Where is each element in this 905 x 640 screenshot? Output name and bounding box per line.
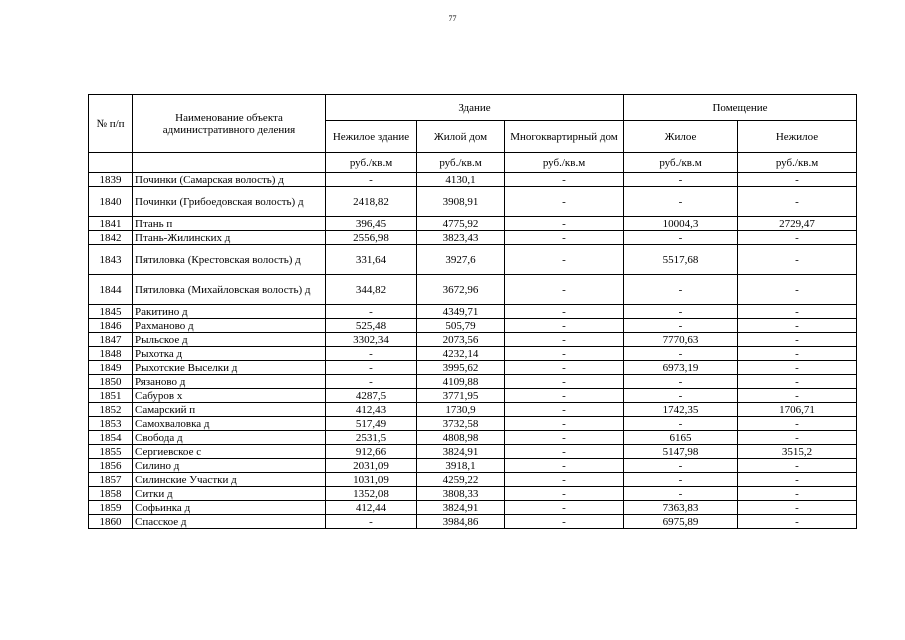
cell-nonresidential-premises: 3515,2 (738, 445, 857, 459)
cell-nonresidential-premises: - (738, 473, 857, 487)
header-unit: руб./кв.м (417, 153, 505, 173)
cell-nonresidential-building: - (326, 173, 417, 187)
cell-nonresidential-premises: - (738, 173, 857, 187)
header-apartment-building: Многоквартирный дом (505, 121, 624, 153)
cell-nonresidential-building: 4287,5 (326, 389, 417, 403)
row-number: 1845 (89, 305, 133, 319)
cell-apartment-building: - (505, 333, 624, 347)
row-name: Силино д (133, 459, 326, 473)
cell-nonresidential-premises: - (738, 187, 857, 217)
header-unit-empty-name (133, 153, 326, 173)
row-number: 1858 (89, 487, 133, 501)
cell-nonresidential-building: 525,48 (326, 319, 417, 333)
cell-residential-house: 3984,86 (417, 515, 505, 529)
cell-residential-house: 505,79 (417, 319, 505, 333)
cell-nonresidential-building: - (326, 515, 417, 529)
price-table (88, 94, 857, 529)
cell-residential-house: 4259,22 (417, 473, 505, 487)
cell-residential-house: 4808,98 (417, 431, 505, 445)
row-name: Ситки д (133, 487, 326, 501)
cell-residential-premises: 5517,68 (624, 245, 738, 275)
table-row (89, 305, 857, 319)
table-row (89, 333, 857, 347)
cell-nonresidential-building: 2031,09 (326, 459, 417, 473)
table-row (89, 375, 857, 389)
cell-nonresidential-premises: - (738, 275, 857, 305)
row-name: Рыльское д (133, 333, 326, 347)
cell-apartment-building: - (505, 275, 624, 305)
cell-nonresidential-premises: - (738, 245, 857, 275)
cell-apartment-building: - (505, 417, 624, 431)
cell-nonresidential-premises: - (738, 305, 857, 319)
cell-nonresidential-building: 412,43 (326, 403, 417, 417)
table-row (89, 361, 857, 375)
row-number: 1839 (89, 173, 133, 187)
cell-apartment-building: - (505, 515, 624, 529)
header-unit: руб./кв.м (624, 153, 738, 173)
table-row (89, 217, 857, 231)
row-number: 1851 (89, 389, 133, 403)
row-name: Спасское д (133, 515, 326, 529)
cell-nonresidential-building: 1352,08 (326, 487, 417, 501)
cell-residential-house: 3927,6 (417, 245, 505, 275)
cell-residential-premises: - (624, 319, 738, 333)
row-number: 1859 (89, 501, 133, 515)
cell-nonresidential-premises: - (738, 347, 857, 361)
header-name: Наименование объекта административного деления (133, 95, 326, 153)
header-unit-empty-num (89, 153, 133, 173)
table-row (89, 275, 857, 305)
cell-nonresidential-building: 2531,5 (326, 431, 417, 445)
row-name: Силинские Участки д (133, 473, 326, 487)
cell-nonresidential-premises: - (738, 333, 857, 347)
header-unit: руб./кв.м (505, 153, 624, 173)
row-number: 1843 (89, 245, 133, 275)
header-building: Здание (326, 95, 624, 121)
cell-residential-premises: 7363,83 (624, 501, 738, 515)
header-nonresidential-building: Нежилое здание (326, 121, 417, 153)
cell-nonresidential-building: 331,64 (326, 245, 417, 275)
header-nonresidential-premises: Нежилое (738, 121, 857, 153)
cell-residential-premises: - (624, 173, 738, 187)
cell-apartment-building: - (505, 375, 624, 389)
cell-residential-premises: - (624, 417, 738, 431)
header-residential-house: Жилой дом (417, 121, 505, 153)
cell-residential-premises: 7770,63 (624, 333, 738, 347)
row-name: Птань п (133, 217, 326, 231)
table-row (89, 473, 857, 487)
cell-nonresidential-premises: - (738, 459, 857, 473)
row-name: Пятиловка (Крестовская волость) д (133, 245, 326, 275)
cell-nonresidential-premises: - (738, 501, 857, 515)
cell-nonresidential-premises: - (738, 361, 857, 375)
cell-residential-house: 4232,14 (417, 347, 505, 361)
header-num: № п/п (89, 95, 133, 153)
cell-residential-house: 3771,95 (417, 389, 505, 403)
row-name: Пятиловка (Михайловская волость) д (133, 275, 326, 305)
cell-nonresidential-building: 344,82 (326, 275, 417, 305)
row-number: 1860 (89, 515, 133, 529)
row-number: 1849 (89, 361, 133, 375)
cell-residential-premises: - (624, 275, 738, 305)
cell-residential-house: 4130,1 (417, 173, 505, 187)
cell-residential-premises: 10004,3 (624, 217, 738, 231)
cell-residential-house: 4775,92 (417, 217, 505, 231)
header-premises: Помещение (624, 95, 857, 121)
cell-nonresidential-building: - (326, 305, 417, 319)
cell-nonresidential-premises: - (738, 417, 857, 431)
row-number: 1857 (89, 473, 133, 487)
header-unit: руб./кв.м (326, 153, 417, 173)
cell-nonresidential-building: 517,49 (326, 417, 417, 431)
cell-apartment-building: - (505, 431, 624, 445)
cell-residential-premises: - (624, 305, 738, 319)
row-number: 1853 (89, 417, 133, 431)
cell-nonresidential-building: 2556,98 (326, 231, 417, 245)
row-name: Ракитино д (133, 305, 326, 319)
table-row (89, 347, 857, 361)
row-name: Самохваловка д (133, 417, 326, 431)
cell-residential-house: 1730,9 (417, 403, 505, 417)
page-number: 77 (448, 14, 457, 23)
table-row (89, 431, 857, 445)
row-name: Починки (Грибоедовская волость) д (133, 187, 326, 217)
cell-residential-house: 4109,88 (417, 375, 505, 389)
row-number: 1846 (89, 319, 133, 333)
table-row (89, 245, 857, 275)
cell-residential-house: 3824,91 (417, 445, 505, 459)
cell-nonresidential-premises: 2729,47 (738, 217, 857, 231)
row-number: 1847 (89, 333, 133, 347)
table-row (89, 501, 857, 515)
cell-residential-premises: - (624, 487, 738, 501)
header-unit: руб./кв.м (738, 153, 857, 173)
cell-residential-house: 3995,62 (417, 361, 505, 375)
cell-residential-house: 4349,71 (417, 305, 505, 319)
table-row (89, 417, 857, 431)
cell-nonresidential-premises: - (738, 487, 857, 501)
row-number: 1848 (89, 347, 133, 361)
cell-residential-house: 3918,1 (417, 459, 505, 473)
cell-apartment-building: - (505, 305, 624, 319)
cell-nonresidential-building: - (326, 347, 417, 361)
cell-apartment-building: - (505, 361, 624, 375)
row-name: Рязаново д (133, 375, 326, 389)
cell-nonresidential-premises: - (738, 231, 857, 245)
cell-residential-premises: - (624, 187, 738, 217)
cell-residential-premises: 5147,98 (624, 445, 738, 459)
row-number: 1854 (89, 431, 133, 445)
cell-nonresidential-building: 412,44 (326, 501, 417, 515)
cell-apartment-building: - (505, 389, 624, 403)
cell-nonresidential-premises: - (738, 515, 857, 529)
cell-residential-premises: 6973,19 (624, 361, 738, 375)
row-number: 1852 (89, 403, 133, 417)
row-number: 1842 (89, 231, 133, 245)
table-row (89, 173, 857, 187)
cell-apartment-building: - (505, 501, 624, 515)
table-row (89, 403, 857, 417)
cell-nonresidential-building: 912,66 (326, 445, 417, 459)
table-row (89, 445, 857, 459)
cell-residential-premises: 6165 (624, 431, 738, 445)
row-name: Сергиевское с (133, 445, 326, 459)
cell-residential-house: 3824,91 (417, 501, 505, 515)
row-number: 1844 (89, 275, 133, 305)
table-row (89, 487, 857, 501)
cell-apartment-building: - (505, 217, 624, 231)
cell-residential-premises: - (624, 375, 738, 389)
table-row (89, 459, 857, 473)
row-name: Рыхотка д (133, 347, 326, 361)
cell-residential-premises: 6975,89 (624, 515, 738, 529)
cell-nonresidential-premises: - (738, 375, 857, 389)
cell-apartment-building: - (505, 319, 624, 333)
cell-residential-house: 3908,91 (417, 187, 505, 217)
row-number: 1841 (89, 217, 133, 231)
cell-apartment-building: - (505, 173, 624, 187)
table-row (89, 231, 857, 245)
cell-residential-house: 3672,96 (417, 275, 505, 305)
row-name: Самарский п (133, 403, 326, 417)
row-name: Птань-Жилинских д (133, 231, 326, 245)
cell-residential-premises: - (624, 473, 738, 487)
cell-apartment-building: - (505, 487, 624, 501)
cell-nonresidential-building: 2418,82 (326, 187, 417, 217)
row-name: Софьинка д (133, 501, 326, 515)
cell-nonresidential-building: 396,45 (326, 217, 417, 231)
cell-apartment-building: - (505, 403, 624, 417)
row-number: 1855 (89, 445, 133, 459)
cell-residential-house: 3823,43 (417, 231, 505, 245)
cell-apartment-building: - (505, 187, 624, 217)
table-row (89, 187, 857, 217)
cell-nonresidential-building: 1031,09 (326, 473, 417, 487)
row-name: Свобода д (133, 431, 326, 445)
table-row (89, 319, 857, 333)
cell-nonresidential-building: 3302,34 (326, 333, 417, 347)
cell-residential-premises: - (624, 231, 738, 245)
cell-residential-house: 3808,33 (417, 487, 505, 501)
cell-residential-premises: - (624, 389, 738, 403)
table-body (89, 173, 857, 529)
cell-nonresidential-premises: - (738, 431, 857, 445)
cell-nonresidential-premises: 1706,71 (738, 403, 857, 417)
table-row (89, 389, 857, 403)
cell-apartment-building: - (505, 473, 624, 487)
cell-apartment-building: - (505, 245, 624, 275)
table-row (89, 515, 857, 529)
cell-residential-premises: - (624, 459, 738, 473)
cell-residential-house: 3732,58 (417, 417, 505, 431)
cell-apartment-building: - (505, 347, 624, 361)
cell-nonresidential-premises: - (738, 389, 857, 403)
header-residential-premises: Жилое (624, 121, 738, 153)
cell-residential-house: 2073,56 (417, 333, 505, 347)
row-name: Починки (Самарская волость) д (133, 173, 326, 187)
cell-nonresidential-building: - (326, 375, 417, 389)
row-number: 1850 (89, 375, 133, 389)
row-name: Рыхотские Выселки д (133, 361, 326, 375)
row-number: 1856 (89, 459, 133, 473)
cell-apartment-building: - (505, 445, 624, 459)
cell-residential-premises: 1742,35 (624, 403, 738, 417)
cell-nonresidential-building: - (326, 361, 417, 375)
cell-residential-premises: - (624, 347, 738, 361)
cell-nonresidential-premises: - (738, 319, 857, 333)
cell-apartment-building: - (505, 459, 624, 473)
row-number: 1840 (89, 187, 133, 217)
row-name: Рахманово д (133, 319, 326, 333)
cell-apartment-building: - (505, 231, 624, 245)
row-name: Сабуров х (133, 389, 326, 403)
